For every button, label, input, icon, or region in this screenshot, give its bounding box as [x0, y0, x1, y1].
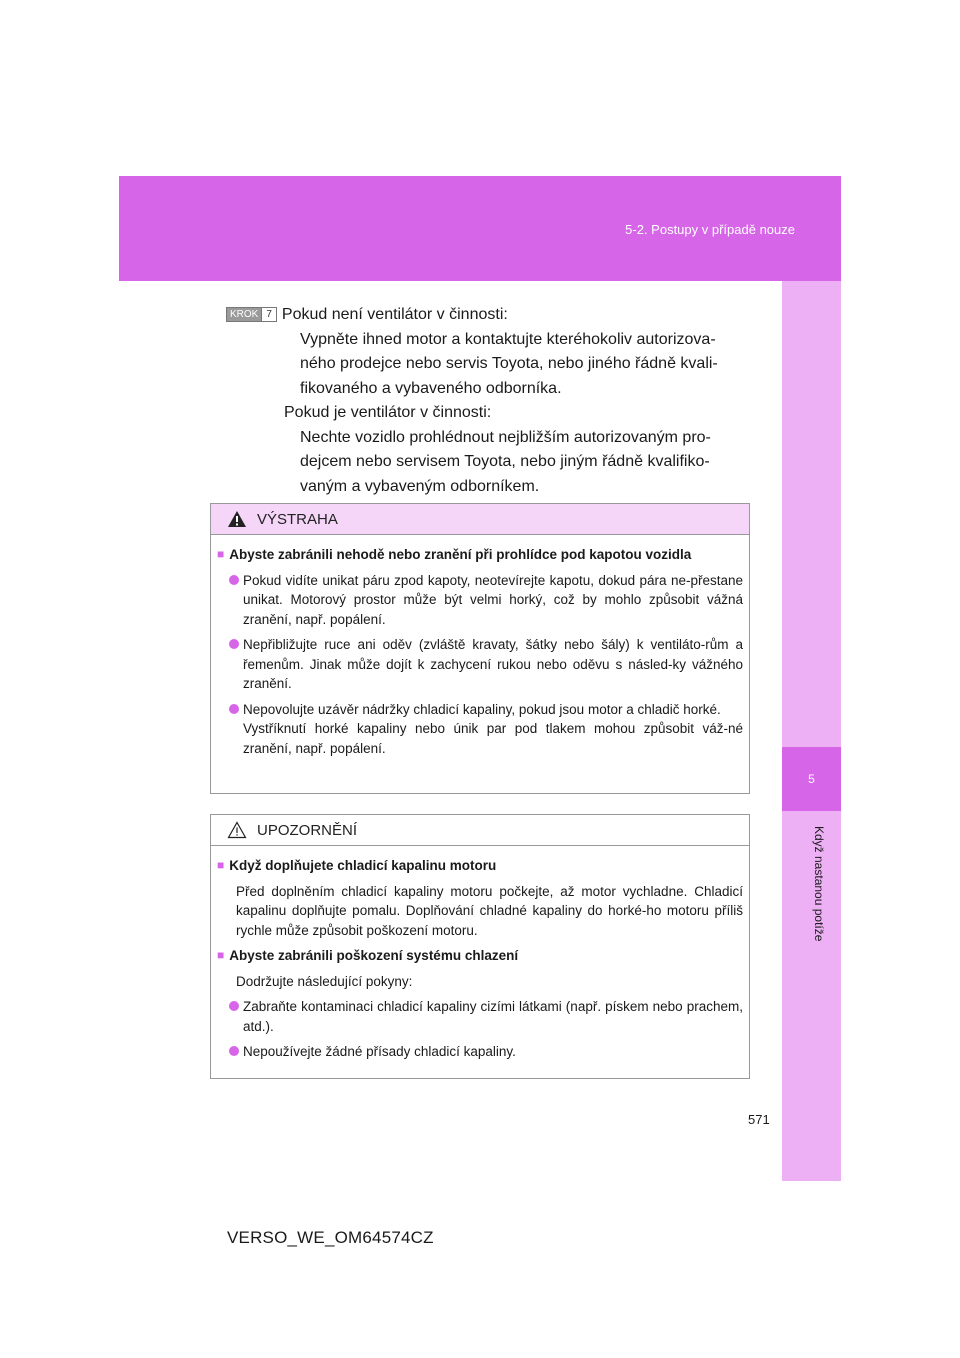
notice-body — [211, 846, 749, 1068]
step-badge-label: KROK — [227, 308, 261, 321]
case2-title: Pokud je ventilátor v činnosti: — [284, 404, 492, 421]
case1-line: fikovaného a vybaveného odborníka. — [300, 379, 562, 397]
case1-line: ného prodejce nebo servis Toyota, nebo jiného řádně kvali- — [300, 355, 718, 372]
notice-section-title — [217, 946, 743, 966]
chapter-number: 5 — [782, 747, 841, 811]
list-item — [217, 571, 743, 630]
chapter-label: Když nastanou potíže — [812, 826, 826, 942]
notice-header — [211, 815, 749, 846]
caution-triangle-icon — [227, 821, 247, 839]
case2-line: dejcem nebo servisem Toyota, nebo jiným řádně kvalifiko- — [300, 453, 710, 470]
notice-section-text: Když doplňujete chladicí kapalinu motoru — [229, 858, 497, 873]
warning-section-title — [217, 545, 743, 565]
case2-line: Nechte vozidlo prohlédnout nejbližším autorizovaným pro- — [300, 428, 711, 446]
header-band — [119, 176, 841, 281]
bullet-dot-icon — [229, 1046, 239, 1056]
list-item — [217, 700, 743, 759]
case1-line: Vypněte ihned motor a kontaktujte kteréhokoliv autorizova- — [300, 330, 716, 348]
bullet-dot-icon — [229, 639, 239, 649]
notice-paragraph: Dodržujte následující pokyny: — [236, 973, 413, 989]
bullet-text — [243, 700, 743, 759]
step-block — [226, 303, 746, 499]
bullet-text: Pokud vidíte unikat páru zpod kapoty, neotevírejte kapotu, dokud pára ne-přestane unikat. Motorový prostor může být velmi horký, což by mohlo způsobit vážná zranění, např. popálení. — [243, 572, 743, 627]
bullet-dot-icon — [229, 575, 239, 585]
square-bullet-icon: ■ — [217, 547, 225, 561]
warning-title: VÝSTRAHA — [257, 510, 338, 528]
bullet-text: Nepoužívejte žádné přísady chladicí kapaliny. — [243, 1044, 516, 1059]
step-line-1 — [226, 303, 746, 328]
warning-section-text: Abyste zabránili nehodě nebo zranění při prohlídce pod kapotou vozidla — [229, 547, 692, 562]
page-number: 571 — [748, 1112, 770, 1127]
step-badge-number: 7 — [261, 308, 276, 321]
list-item — [217, 1042, 743, 1062]
warning-body — [211, 535, 749, 764]
notice-title: UPOZORNĚNÍ — [257, 821, 358, 839]
square-bullet-icon: ■ — [217, 948, 225, 962]
warning-box — [210, 503, 750, 794]
warning-header — [211, 504, 749, 535]
case1-title: Pokud není ventilátor v činnosti: — [281, 306, 508, 323]
step-badge — [226, 307, 277, 322]
list-item — [217, 635, 743, 694]
bullet-text-main: Nepovolujte uzávěr nádržky chladicí kapaliny, pokud jsou motor a chladič horké. — [243, 701, 721, 717]
warning-triangle-icon — [227, 510, 247, 528]
bullet-text: Nepřibližujte ruce ani oděv (zvláště kravaty, šátky nebo šály) k ventiláto-rům a řemenům. Jinak může dojít k zachycení rukou nebo oděvu s násled-ky vážného zranění. — [243, 637, 743, 691]
square-bullet-icon: ■ — [217, 858, 225, 872]
section-title: 5-2. Postupy v případě nouze — [625, 222, 795, 237]
list-item — [217, 997, 743, 1036]
notice-section-title — [217, 856, 743, 876]
bullet-dot-icon — [229, 704, 239, 714]
notice-paragraph: Před doplněním chladicí kapaliny motoru počkejte, až motor vychladne. Chladicí kapalinu doplňujte pomalu. Doplňování chladné kapaliny do horké-ho motoru příliš rychle může způsobit poškození motoru. — [236, 883, 743, 938]
document-code: VERSO_WE_OM64574CZ — [227, 1228, 434, 1247]
bullet-dot-icon — [229, 1001, 239, 1011]
side-tab — [782, 281, 841, 1181]
bullet-text-extra: Vystříknutí horké kapaliny nebo únik par pod tlakem mohou způsobit váž-né zranění, např. popálení. — [243, 721, 743, 756]
case2-line: vaným a vybaveným odborníkem. — [300, 477, 540, 495]
notice-box — [210, 814, 750, 1079]
notice-section-text: Abyste zabránili poškození systému chlazení — [229, 948, 519, 963]
bullet-text: Zabraňte kontaminaci chladicí kapaliny cizími látkami (např. pískem nebo prachem, atd.). — [243, 999, 743, 1034]
